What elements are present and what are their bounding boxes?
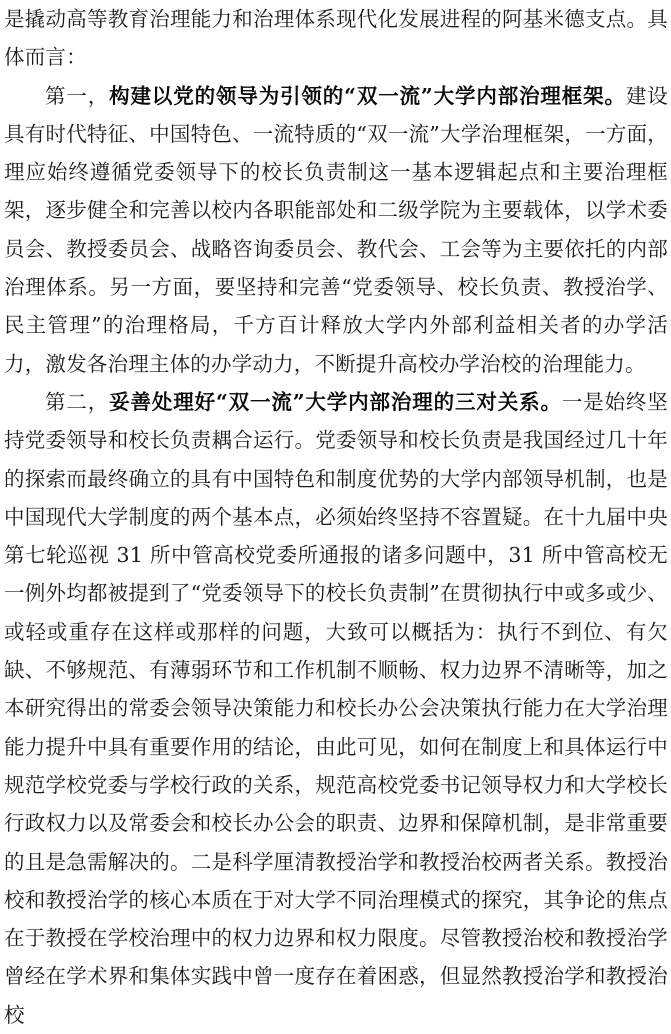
paragraph-heading: 构建以党的领导为引领的“双一流”大学内部治理框架。 [109, 83, 626, 108]
paragraph-second-point [4, 383, 668, 1034]
paragraph-text: 是撬动高等教育治理能力和治理体系现代化发展进程的阿基米德支点。具体而言： [4, 7, 668, 70]
paragraph-lead: 第一， [45, 83, 110, 108]
paragraph-text: 一是始终坚持党委领导和校长负责耦合运行。党委领导和校长负责是我国经过几十年的探索而最终确立的具有中国特色和制度优势的大学内部领导机制，也是中国现代大学制度的两个基本点，必须始终坚持不容置疑。在十九届中央第七轮巡视 31 所中管高校党委所通报的诸多问题中，31 所中管高校无一例外均都被提到了“党委领导下的校长负责制”在贯彻执行中或多或少、或轻或重存在这样或那样的问题，大致可以概括为：执行不到位、有欠缺、不够规范、有薄弱环节和工作机制不顺畅、权力边界不清晰等，加之本研究得出的常委会领导决策能力和校长办公会决策执行能力在大学治理能力提升中具有重要作用的结论，由此可见，如何在制度上和具体运行中规范学校党委与学校行政的关系，规范高校党委书记领导权力和大学校长行政权力以及常委会和校长办公会的职责、边界和保障机制，是非常重要的且是急需解决的。二是科学厘清教授治学和教授治校两者关系。教授治校和教授治学的核心本质在于对大学不同治理模式的探究，其争论的焦点在于教授在学校治理中的权力边界和权力限度。尽管教授治校和教授治学曾经在学术界和集体实践中曾一度存在着困惑，但显然教授治学和教授治校 [4, 389, 669, 1027]
paragraph-heading: 妥善处理好“双一流”大学内部治理的三对关系。 [109, 389, 562, 414]
paragraph-text: 建设具有时代特征、中国特色、一流特质的“双一流”大学治理框架，一方面，理应始终遵循党委领导下的校长负责制这一基本逻辑起点和主要治理框架，逐步健全和完善以校内各职能部处和二级学院为主要载体，以学术委员会、教授委员会、战略咨询委员会、教代会、工会等为主要依托的内部治理体系。另一方面，要坚持和完善“党委领导、校长负责、教授治学、民主管理”的治理格局，千方百计释放大学内外部利益相关者的办学活力，激发各治理主体的办学动力，不断提升高校办学治校的治理能力。 [4, 83, 668, 376]
paragraph-lead: 第二， [45, 389, 110, 414]
paragraph-intro [4, 0, 668, 77]
paragraph-first-point [4, 77, 668, 383]
